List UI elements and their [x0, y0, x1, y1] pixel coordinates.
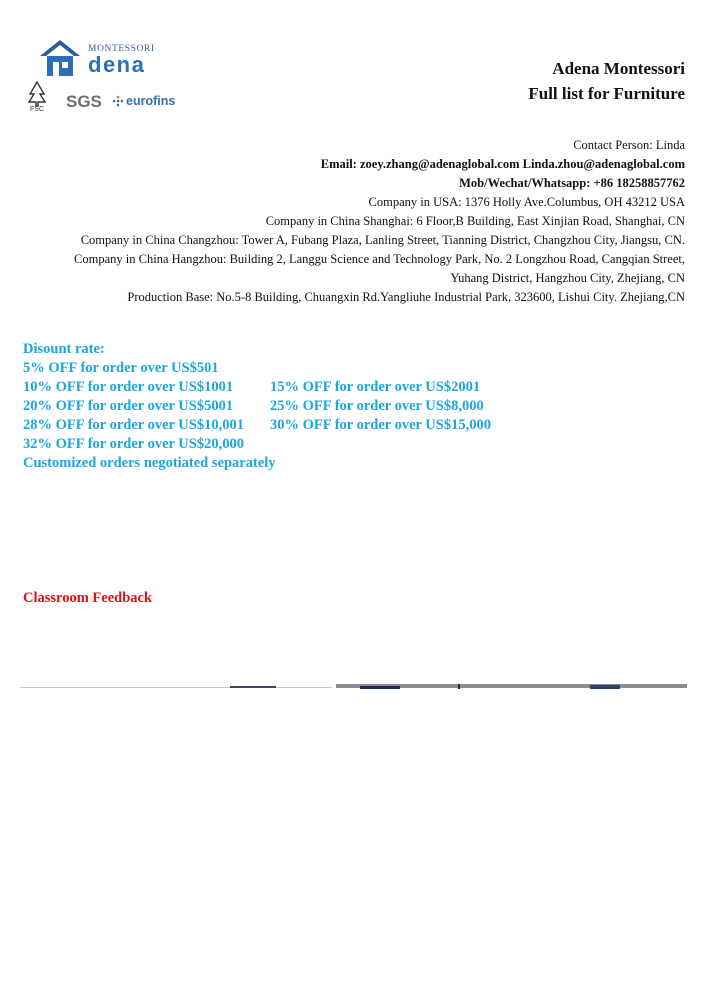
discount-block	[23, 340, 491, 473]
eurofins-logo: eurofins	[112, 94, 175, 108]
discount-row: 32% OFF for order over US$20,000	[23, 436, 244, 452]
discount-heading: Disount rate:	[23, 341, 105, 357]
address-hangzhou-line2: Yuhang District, Hangzhou City, Zhejiang, CN	[450, 271, 685, 285]
document-title	[528, 56, 685, 106]
address-usa: Company in USA: 1376 Holly Ave.Columbus, OH 43212 USA	[368, 195, 685, 209]
address-changzhou: Company in China Changzhou: Tower A, Fubang Plaza, Lanling Street, Tianning District, Changzhou City, Jiangsu, CN.	[80, 233, 685, 247]
contact-person: Contact Person: Linda	[573, 138, 685, 152]
fsc-logo-icon	[24, 80, 50, 112]
contact-email: Email: zoey.zhang@adenaglobal.com Linda.zhou@adenaglobal.com	[320, 157, 685, 171]
discount-row	[23, 416, 491, 435]
svg-text:FSC: FSC	[30, 106, 44, 112]
list-subtitle: Full list for Furniture	[528, 84, 685, 103]
contact-block	[20, 136, 685, 307]
discount-item: 28% OFF for order over US$10,001	[23, 417, 244, 433]
brand-tagline: MONTESSORI	[88, 44, 155, 54]
discount-item: 30% OFF for order over US$15,000	[270, 417, 491, 433]
discount-row	[23, 378, 491, 397]
address-shanghai: Company in China Shanghai: 6 Floor,B Building, East Xinjian Road, Shanghai, CN	[265, 214, 685, 228]
discount-item: 20% OFF for order over US$5001	[23, 398, 234, 414]
discount-item: 10% OFF for order over US$1001	[23, 379, 234, 395]
contact-phone: Mob/Wechat/Whatsapp: +86 18258857762	[459, 176, 685, 190]
discount-row	[23, 397, 491, 416]
company-logo-block	[22, 36, 182, 116]
sgs-logo: SGS	[66, 92, 102, 111]
discount-row: 5% OFF for order over US$501	[23, 360, 219, 376]
discount-note: Customized orders negotiated separately	[23, 455, 276, 471]
discount-item: 25% OFF for order over US$8,000	[270, 398, 484, 414]
address-hangzhou-line1: Company in China Hangzhou: Building 2, Langgu Science and Technology Park, No. 2 Longzhou Road, Cangqian Street,	[74, 252, 685, 266]
classroom-photos-strip	[20, 684, 687, 692]
address-production: Production Base: No.5-8 Building, Chuangxin Rd.Yangliuhe Industrial Park, 323600, Lishui City. Zhejiang,CN	[127, 290, 685, 304]
eurofins-icon	[112, 95, 124, 107]
classroom-feedback-title: Classroom Feedback	[23, 590, 153, 606]
company-name: Adena Montessori	[552, 59, 685, 78]
brand-name: dena	[88, 52, 146, 77]
discount-item: 15% OFF for order over US$2001	[270, 379, 481, 395]
house-logo-icon	[38, 38, 82, 78]
